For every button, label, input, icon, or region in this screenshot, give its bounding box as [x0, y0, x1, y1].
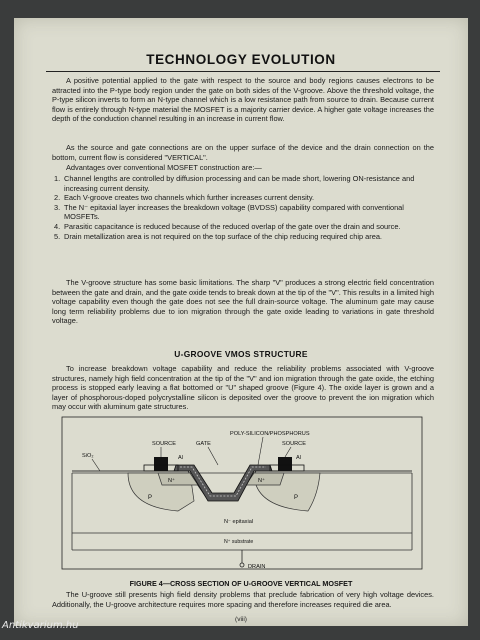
title-rule [46, 71, 440, 72]
final-paragraph: The U-groove still presents high field density problems that preclude fabrication of very high voltage devices. Additionally, the U-groove architecture requires more spacing and therefore increases required die area. [52, 590, 434, 609]
label-n-epi: N⁻ epitaxial [224, 519, 254, 525]
list-item: 1. Channel lengths are controlled by diffusion processing and can be made short, lowering ON-resistance and increasing current density. [54, 174, 415, 193]
figure-caption: FIGURE 4—CROSS SECTION OF U-GROOVE VERTICAL MOSFET [129, 579, 353, 588]
watermark-logo: Antikvarium.hu [2, 620, 79, 631]
document-page [14, 18, 468, 626]
section-heading: U-GROOVE VMOS STRUCTURE [174, 349, 308, 359]
source-contact-left [154, 457, 168, 471]
list-item: 3. The N⁻ epitaxial layer increases the breakdown voltage (BVDSS) capability compared with conventional MOSFETs. [54, 202, 404, 222]
leader-poly [258, 437, 263, 465]
label-source-right: SOURCE [282, 441, 306, 447]
cross-section-figure [58, 415, 426, 575]
label-p-left: P [148, 495, 153, 501]
label-p-right: P [294, 495, 299, 501]
source-contact-right [278, 457, 292, 471]
list-item: 2. Each V-groove creates two channels which further increases current density. [54, 193, 315, 203]
leader-sio2 [92, 459, 100, 471]
list-item: 4. Parasitic capacitance is reduced because of the reduced overlap of the gate over the drain and source. [54, 221, 401, 231]
intro-paragraph: A positive potential applied to the gate with respect to the source and body regions causes electrons to be attracted into the P-type body region under the gate on both sides of the V-groove. Above the threshold voltage, the P-type silicon inverts to form an N-type channel which is a low resistance path from source to drain. Because current flow is entirely through N-type material the MOSFET is a majority carrier device. A higher gate voltage increases the depth of the conduction channel resulting in an increase in current flow. [52, 76, 434, 124]
label-al-left: Al [178, 455, 183, 461]
ugroove-paragraph: To increase breakdown voltage capability and reduce the reliability problems associated with V-groove structures, namely high field concentration at the tip of the "V" and ion migration through the gate oxide, the etching process is stopped early leaving a flat bottomed or "U" shaped groove (Figure 4). The oxide layer is grown and a layer of phosphorous-doped polycrystalline silicon is deposited over the groove to prevent the ion migration which may occur with aluminum gate structures. [52, 364, 434, 412]
label-n-plus-right: N⁺ [258, 478, 265, 484]
leader-source-right [285, 447, 291, 457]
label-n-plus-left: N⁺ [168, 478, 175, 484]
label-source-left: SOURCE [152, 441, 176, 447]
label-sio2: SiO₂ [82, 453, 94, 459]
list-item: 5. Drain metallization area is not required on the top surface of the chip reducing required chip area. [54, 231, 382, 241]
drain-terminal [240, 563, 244, 567]
label-al-right: Al [296, 455, 301, 461]
label-drain: DRAIN [248, 564, 266, 570]
limitations-paragraph: The V-groove structure has some basic limitations. The sharp "V" produces a strong electric field concentration between the gate and drain, and the gate oxide tends to break down at the tip of the "V". This results in a limited high voltage capability even though the gate does not see the full drain-source voltage. The aluminum gate may cause long term reliability problems due to ion migration through the gate oxide leading to variations in gate threshold voltage. [52, 278, 434, 326]
leader-gate [208, 447, 218, 465]
page-number: (viii) [235, 616, 247, 623]
advantages-intro: Advantages over conventional MOSFET construction are:— [66, 163, 262, 172]
label-gate: GATE [196, 441, 211, 447]
vertical-paragraph: As the source and gate connections are on the upper surface of the device and the drain connection on the bottom, current flow is considered "VERTICAL". [52, 143, 434, 162]
advantages-list [54, 174, 434, 241]
label-poly: POLY-SILICON/PHOSPHORUS [230, 431, 310, 437]
page-title: TECHNOLOGY EVOLUTION [146, 52, 336, 67]
label-n-sub: N⁺ substrate [224, 539, 254, 545]
